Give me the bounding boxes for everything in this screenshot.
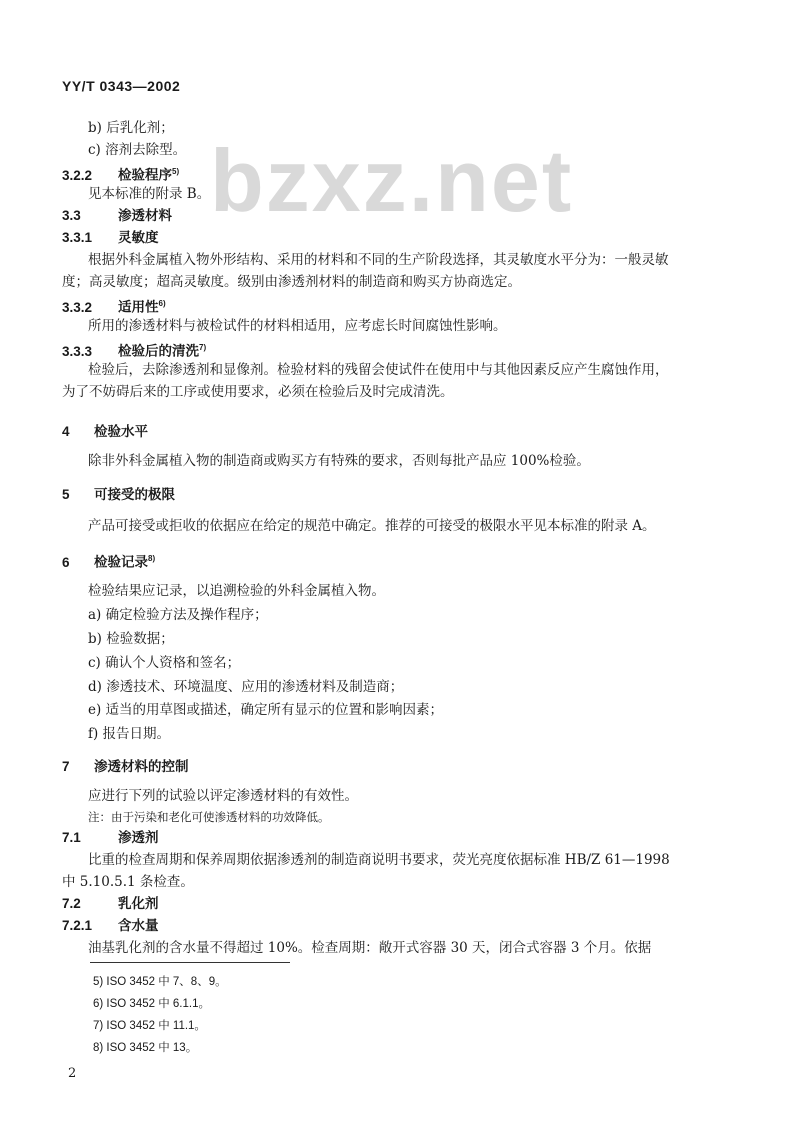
- section-6-heading: 6 检验记录$^{8)}$: [62, 554, 156, 570]
- paragraph: 应进行下列的试验以评定渗透材料的有效性。: [88, 788, 358, 804]
- section-7-1-heading: 7.1 渗透剂: [62, 830, 159, 845]
- paragraph: 度；高灵敏度；超高灵敏度。级别由渗透剂材料的制造商和购买方协商选定。: [62, 274, 521, 290]
- section-4-heading: 4 检验水平: [62, 424, 148, 439]
- section-3-3-3-heading: 3.3.3 检验后的清洗$^{7)}$: [62, 343, 207, 359]
- section-3-3-2-heading: 3.3.2 适用性$^{6)}$: [62, 299, 166, 315]
- paragraph: 油基乳化剂的含水量不得超过 10%。检查周期：敞开式容器 30 天，闭合式容器 3 个月。依据: [88, 940, 652, 956]
- section-7-heading: 7 渗透材料的控制: [62, 759, 189, 774]
- paragraph: 见本标准的附录 B。: [88, 186, 211, 202]
- paragraph: 产品可接受或拒收的依据应在给定的规范中确定。推荐的可接受的极限水平见本标准的附录 A。: [88, 518, 656, 534]
- section-3-3-heading: 3.3 渗透材料: [62, 208, 172, 223]
- note: 注：由于污染和老化可使渗透材料的功效降低。: [88, 810, 330, 824]
- section-3-3-1-heading: 3.3.1 灵敏度: [62, 230, 159, 245]
- paragraph: 除非外科金属植入物的制造商或购买方有特殊的要求，否则每批产品应 100%检验。: [88, 453, 590, 469]
- footnote: 6) ISO 3452 中 6.1.1。: [93, 998, 210, 1010]
- paragraph: 检验后，去除渗透剂和显像剂。检验材料的残留会使试件在使用中与其他因素反应产生腐蚀作用，: [88, 362, 669, 378]
- list-item: b) 检验数据；: [88, 631, 174, 647]
- paragraph: 检验结果应记录，以追溯检验的外科金属植入物。: [88, 583, 385, 599]
- list-item: a) 确定检验方法及操作程序；: [88, 607, 268, 623]
- paragraph: 所用的渗透材料与被检试件的材料相适用，应考虑长时间腐蚀性影响。: [88, 318, 507, 334]
- list-item: b) 后乳化剂；: [88, 120, 174, 136]
- page-number: 2: [68, 1066, 77, 1081]
- paragraph: 中 5.10.5.1 条检查。: [62, 874, 194, 890]
- watermark: bzxz.net: [210, 131, 574, 230]
- paragraph: 根据外科金属植入物外形结构、采用的材料和不同的生产阶段选择，其灵敏度水平分为：一般灵敏: [88, 252, 669, 268]
- paragraph: 比重的检查周期和保养周期依据渗透剂的制造商说明书要求，荧光亮度依据标准 HB/Z 61—1998: [88, 852, 670, 868]
- list-item: c) 确认个人资格和签名；: [88, 655, 241, 671]
- section-7-2-heading: 7.2 乳化剂: [62, 896, 159, 911]
- footnote-divider: [90, 962, 290, 963]
- footnote: 8) ISO 3452 中 13。: [93, 1042, 198, 1054]
- standard-number: YY/T 0343—2002: [62, 78, 181, 94]
- section-7-2-1-heading: 7.2.1 含水量: [62, 918, 159, 933]
- section-5-heading: 5 可接受的极限: [62, 487, 175, 502]
- list-item: f) 报告日期。: [88, 726, 171, 742]
- footnote: 7) ISO 3452 中 11.1。: [93, 1020, 206, 1032]
- list-item: e) 适当的用草图或描述，确定所有显示的位置和影响因素；: [88, 702, 444, 718]
- list-item: c) 溶剂去除型。: [88, 142, 187, 158]
- paragraph: 为了不妨碍后来的工序或使用要求，必须在检验后及时完成清洗。: [62, 384, 454, 400]
- footnote: 5) ISO 3452 中 7、8、9。: [93, 976, 227, 988]
- section-3-2-2-heading: 3.2.2 检验程序$^{5)}$: [62, 167, 180, 183]
- list-item: d) 渗透技术、环境温度、应用的渗透材料及制造商；: [88, 679, 404, 695]
